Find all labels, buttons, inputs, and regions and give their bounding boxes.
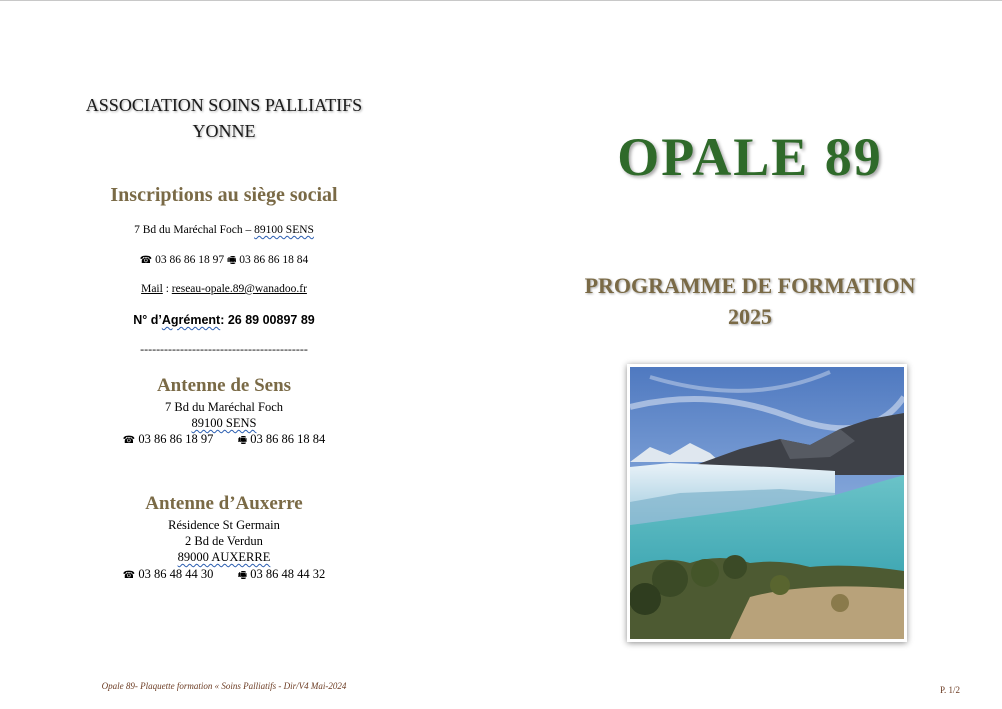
inscriptions-heading: Inscriptions au siège social: [110, 184, 338, 206]
antenne-auxerre-line2: 2 Bd de Verdun: [185, 534, 263, 548]
photo-illustration: [630, 367, 904, 639]
antenne-sens-city-line: [24, 415, 424, 431]
top-border: [0, 0, 1002, 1]
antenne-auxerre-line1: Résidence St Germain: [168, 518, 280, 532]
agrement-word: Agrément: [161, 313, 221, 327]
phone-icon: ☎: [122, 570, 136, 581]
antenne-sens-street: 7 Bd du Maréchal Foch: [164, 400, 284, 414]
antenne-auxerre-city-line: [24, 549, 424, 565]
antenne-sens-phone: 03 86 86 18 97: [138, 432, 214, 446]
siege-fax: 03 86 86 18 84: [239, 254, 309, 266]
phone-icon: ☎: [139, 255, 153, 266]
siege-address: [24, 224, 424, 236]
mail-line: [24, 283, 424, 295]
page-number: P. 1/2: [939, 685, 960, 695]
mail-link[interactable]: reseau-opale.89@wanadoo.fr: [171, 283, 307, 295]
antenne-sens-city: 89100 SENS: [191, 416, 257, 430]
antenne-auxerre-title: Antenne d’Auxerre: [145, 493, 303, 514]
antenne-auxerre-fax: 03 86 48 44 32: [250, 567, 326, 581]
siege-contact: [24, 253, 424, 270]
siege-city: 89100 SENS: [254, 224, 314, 236]
fax-icon: 🖷: [237, 570, 248, 581]
agrement-value: : 26 89 00897 89: [220, 313, 315, 327]
antenne-auxerre-contact: [24, 566, 424, 584]
mail-label: Mail: [141, 283, 163, 295]
main-title: OPALE 89: [617, 127, 883, 187]
siege-phone: 03 86 86 18 97: [155, 254, 225, 266]
program-line-1: PROGRAMME DE FORMATION: [584, 273, 916, 298]
antenne-auxerre-phone: 03 86 48 44 30: [138, 567, 214, 581]
antenne-sens-title: Antenne de Sens: [156, 375, 292, 396]
program-year: 2025: [728, 304, 772, 329]
agrement-prefix: N° d’: [133, 313, 162, 327]
association-name: [24, 92, 424, 144]
antenne-sens-contact: [24, 431, 424, 449]
glacier-lake-photo: [627, 364, 907, 642]
antenne-auxerre-city: 89000 AUXERRE: [177, 550, 271, 564]
phone-icon: ☎: [122, 435, 136, 446]
separator-dashes: ------------------------------------------: [140, 342, 308, 356]
footer-note: Opale 89- Plaquette formation « Soins Palliatifs - Dir/V4 Mai-2024: [101, 681, 347, 691]
association-line-1: ASSOCIATION SOINS PALLIATIFS: [85, 95, 363, 115]
mail-separator: :: [162, 283, 172, 295]
agrement-line: [24, 313, 424, 327]
program-heading: [500, 270, 1000, 332]
fax-icon: 🖷: [226, 255, 237, 266]
siege-street: 7 Bd du Maréchal Foch –: [134, 224, 255, 236]
fax-icon: 🖷: [237, 435, 248, 446]
antenne-sens-fax: 03 86 86 18 84: [250, 432, 326, 446]
association-line-2: YONNE: [192, 121, 256, 141]
